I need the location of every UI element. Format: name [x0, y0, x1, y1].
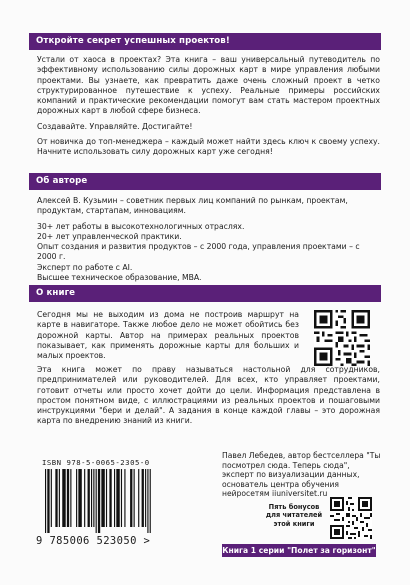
barcode-bar — [88, 469, 90, 527]
series-badge: Книга 1 серии "Полет за горизонт" — [222, 546, 376, 555]
barcode-bar — [51, 469, 52, 527]
author-fact: Эксперт по работе с AI. — [37, 262, 133, 272]
barcode-bar — [142, 469, 144, 527]
author-facts — [37, 222, 380, 284]
barcode-bar — [91, 469, 92, 527]
bonus-qr-code[interactable] — [330, 497, 372, 539]
testimonial: Павел Лебедев, автор бестселлера "Ты посмотрел сюда. Теперь сюда", эксперт по визуализации данных, основатель центра обучения нейросетям iiuniversitet.ru — [222, 451, 381, 499]
barcode-bar — [62, 469, 65, 527]
barcode-bar — [124, 469, 125, 527]
barcode — [39, 469, 189, 535]
barcode-bar — [84, 469, 85, 527]
author-fact: 20+ лет управленческой практики. — [37, 231, 182, 241]
bonus-label: Пять бонусов для читателей этой книги — [265, 503, 323, 528]
author-fact: Высшее техническое образование, MBA. — [37, 273, 202, 283]
barcode-bar — [45, 469, 46, 533]
barcode-bar — [106, 469, 107, 527]
author-bio: Алексей В. Кузьмин – советник первых лиц компаний по рынкам, проектам, продуктам, стартапам, инновациям. — [37, 196, 348, 216]
barcode-bar — [145, 469, 146, 527]
author-fact: 30+ лет работы в высокотехнологичных отраслях. — [37, 221, 245, 231]
barcode-bar — [130, 469, 132, 527]
barcode-bar — [121, 469, 122, 527]
barcode-bar — [147, 469, 148, 533]
qr-code[interactable] — [314, 310, 370, 366]
barcode-bar — [150, 469, 151, 533]
barcode-bar — [109, 469, 111, 527]
author-fact: Опыт создания и развития продуктов – с 2000 года, управления проектами – с 2000 г. — [37, 242, 360, 262]
author-section-header: Об авторе — [29, 173, 381, 190]
barcode-bar — [138, 469, 139, 527]
book-section-header: О книге — [29, 285, 381, 302]
intro-paragraph: Устали от хаоса в проектах? Эта книга – ваш универсальный путеводитель по эффективному использованию силы дорожных карт в мире управления любыми проектами. Вы узнаете, как превратить даже очень сложный проект в четко структурированное путешествие к успеху. Реальные примеры российских компаний и практические рекомендации помогут вам стать мастером проектных дорожных карт в любой сфере бизнеса. — [37, 55, 380, 116]
barcode-bar — [55, 469, 57, 527]
barcode-bar — [47, 469, 49, 533]
barcode-area — [36, 458, 190, 548]
intro-closing: От новичка до топ-менеджера – каждый может найти здесь ключ к своему успеху. Начните использовать силу дорожных карт уже сегодня! — [37, 137, 380, 157]
barcode-bar — [101, 469, 104, 527]
barcode-bar — [116, 469, 119, 527]
barcode-number: 9 785006 523050 > — [36, 535, 151, 547]
book-paragraph-1: Сегодня мы не выходим из дома не построив маршрут на карте в навигаторе. Также любое дело не может обойтись без дорожной карты. Автор на примерах реальных проектов показывает, как применять дорожные карты для больших и малых проектов. — [37, 310, 299, 361]
barcode-bar — [76, 469, 77, 527]
book-paragraph-2: Эта книга может по праву называться настольной для сотрудников, предпринимателей или руководителей. Для всех, кто управляет проектами, готовит отчеты или просто хочет дойти до цели. Информация представлена в простом понятном виде, с иллюстрациями из реальных проектов и пошаговыми инструкциями "бери и делай". А задания в конце каждой главы – это дорожная карта по внедрению знаний из книги. — [37, 365, 380, 426]
barcode-bar — [70, 469, 71, 527]
barcode-bar — [59, 469, 60, 527]
barcode-bar — [67, 469, 69, 527]
barcode-bar — [134, 469, 135, 527]
barcode-bar — [114, 469, 115, 527]
isbn: ISBN 978-5-0065-2305-0 — [42, 458, 150, 467]
barcode-bar — [93, 469, 94, 527]
barcode-bar — [78, 469, 81, 527]
barcode-bar — [96, 469, 97, 533]
intro-section — [37, 55, 380, 163]
intro-slogan: Создавайте. Управляйте. Достигайте! — [37, 121, 193, 131]
intro-section-header: Откройте секрет успешных проектов! — [29, 33, 381, 50]
barcode-bar — [98, 469, 100, 533]
author-section — [37, 196, 380, 283]
